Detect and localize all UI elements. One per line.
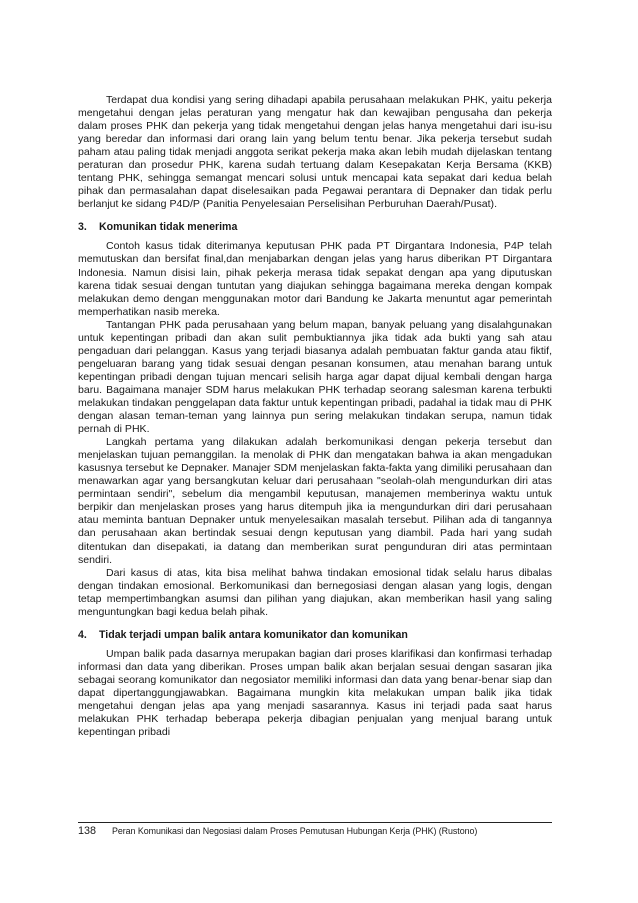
section-title: Komunikan tidak menerima	[99, 221, 238, 234]
paragraph: Umpan balik pada dasarnya merupakan bagian dari proses klarifikasi dan konfirmasi terhadap informasi dan data yang diberikan. Proses umpan balik akan berjalan sesuai dengan sasaran jika sebagai seorang komunikator dan negosiator memiliki informasi dan data yang benar-benar siap dan dapat dipertanggungjawabkan. Bagaimana mungkin kita melakukan umpan balik jika tidak mengetahui dengan jelas apa yang menjadi sasarannya. Kasus ini terjadi pada saat harus melakukan PHK terhadap beberapa pekerja dibagian penjualan yang menjual barang untuk kepentingan pribadi	[78, 647, 552, 739]
paragraph: Langkah pertama yang dilakukan adalah berkomunikasi dengan pekerja tersebut dan menjelaskan tujuan pemanggilan. Ia menolak di PHK dan mengatakan bahwa ia akan mengadukan kasusnya tersebut ke Depnaker. Manajer SDM menjelaskan fakta-fakta yang dimiliki perusahaan dan menawarkan agar yang bersangkutan keluar dari perusahaan "seolah-olah mengundurkan diri atas permintaan sendiri", sebelum dia mengambil keputusan, manajemen memberinya waktu untuk berpikir dan menjelaskan proses yang harus ditempuh jika ia mengundurkan diri dari perusahaan atau meminta bantuan Depnaker untuk menyelesaikan masalah tersebut. Pilihan ada di tangannya dan perusahaan akan bertindak sesuai dengn keputusan yang diambil. Pada hari yang sudah ditentukan dan disepakati, ia datang dan memberikan surat pengunduran diri atas permintaan sendiri.	[78, 436, 552, 566]
page-body	[78, 94, 552, 739]
section-number: 4.	[78, 628, 87, 641]
paragraph: Terdapat dua kondisi yang sering dihadapi apabila perusahaan melakukan PHK, yaitu pekerja mengetahui dengan jelas peraturan yang mengatur hak dan kewajiban pengusaha dan pekerja dalam proses PHK dan pekerja yang tidak mengetahui dengan jelas hanya mengetahui dari isu-isu yang beredar dan informasi dari orang lain yang belum tentu benar. Jika pekerja tersebut sudah paham atau paling tidak menjadi anggota serikat pekerja maka akan lebih mudah dijelaskan tentang peraturan dan prosedur PHK, karena sudah tertuang dalam Kesepakatan Kerja Bersama (KKB) tentang PHK, sehingga semangat mencari solusi untuk mencapai kata sepakat dari kedua belah pihak dan permasalahan dapat diselesaikan pada Pegawai perantara di Depnaker dan tidak perlu berlanjut ke sidang P4D/P (Panitia Penyelesaian Perselisihan Perburuhan Daerah/Pusat).	[78, 94, 552, 211]
paragraph: Tantangan PHK pada perusahaan yang belum mapan, banyak peluang yang disalahgunakan untuk kepentingan pribadi dan akan sulit pembuktiannya jika tidak ada bukti yang sah atau pengaduan dari pelanggan. Kasus yang terjadi biasanya adalah pembuatan faktur ganda atau fiktif, pengeluaran barang yang tidak sesuai dengan pesanan konsumen, atau menahan barang untuk kepentingan pribadi dengan tujuan mencari selisih harga agar dapat dijual kembali dengan harga baru. Bagaimana manajer SDM harus melakukan PHK terhadap seorang salesman karena terbukti melakukan tindakan penggelapan data faktur untuk kepentingan pribadi, padahal ia tidak mau di PHK dengan alasan teman-teman yang lainnya pun sering melakukan tindakan serupa, namun tidak pernah di PHK.	[78, 318, 552, 436]
running-title: Peran Komunikasi dan Negosiasi dalam Proses Pemutusan Hubungan Kerja (PHK) (Rustono)	[112, 826, 478, 836]
section-title: Tidak terjadi umpan balik antara komunikator dan komunikan	[99, 628, 408, 641]
section-heading-3	[78, 221, 552, 234]
section-heading-4	[78, 629, 552, 642]
page-number: 138	[78, 825, 97, 837]
paragraph: Dari kasus di atas, kita bisa melihat bahwa tindakan emosional tidak selalu harus dibalas dengan tindakan emosional. Berkomunikasi dan bernegosiasi dengan alasan yang logis, dengan tetap mempertimbangkan asumsi dan pilihan yang diajukan, akan memberikan hasil yang saling menguntungkan bagi kedua belah pihak.	[78, 566, 552, 618]
paragraph: Contoh kasus tidak diterimanya keputusan PHK pada PT Dirgantara Indonesia, P4P telah memutuskan dan bersifat final,dan menjabarkan dengan jelas yang harus diberikan PT Dirgantara Indonesia. Namun disisi lain, pihak pekerja merasa tidak sepakat dengan apa yang diputuskan karena tidak sesuai dengan tuntutan yang diajukan sehingga bagaimana mereka dengan kompak melakukan demo dengan menggunakan motor dari Bandung ke Jakarta menuntut agar pemerintah memperhatikan nasib mereka.	[78, 240, 552, 318]
section-number: 3.	[78, 221, 87, 234]
page-footer	[78, 822, 552, 838]
